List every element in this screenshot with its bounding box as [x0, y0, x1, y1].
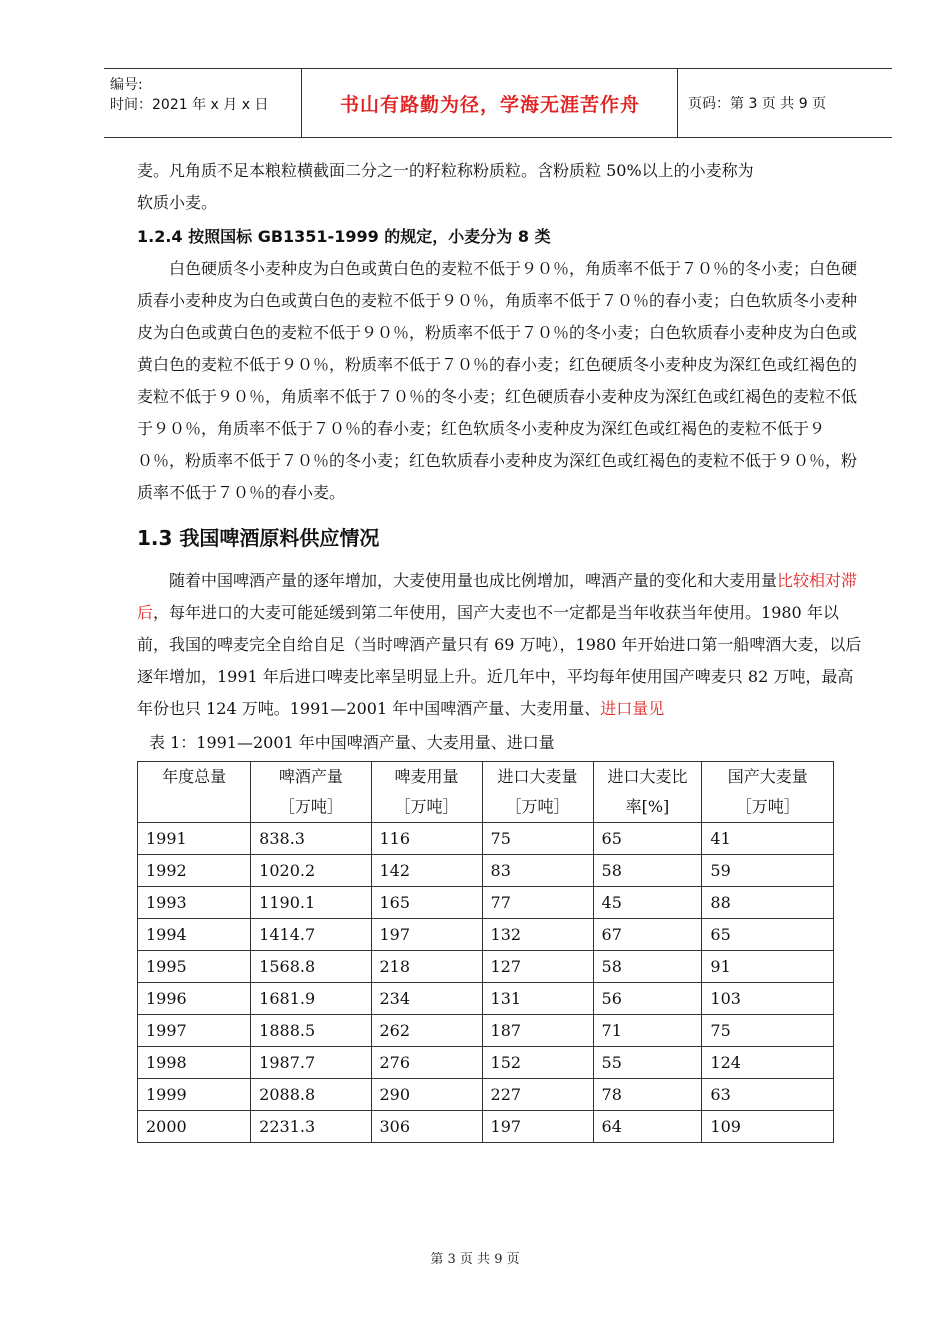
table-cell: 218: [371, 951, 482, 983]
table-row: [138, 887, 834, 919]
table-cell: 1987.7: [251, 1047, 371, 1079]
data-table: [137, 761, 834, 1143]
paragraph-continued: 麦。凡角质不足本粮粒横截面二分之一的籽粒称粉质粒。含粉质粒 50%以上的小麦称为 软质小麦。: [137, 161, 754, 212]
header-meta: [104, 69, 302, 137]
table-cell: 71: [593, 1015, 702, 1047]
table-cell: 132: [482, 919, 593, 951]
table-cell: 45: [593, 887, 702, 919]
table-cell: 56: [593, 983, 702, 1015]
table-row: [138, 1111, 834, 1143]
time-label: 时间：2021 年 x 月 x 日: [110, 97, 269, 113]
table-row: [138, 1015, 834, 1047]
table-cell: 306: [371, 1111, 482, 1143]
col-header: 啤麦用量 ［万吨］: [371, 762, 482, 823]
table-cell: 77: [482, 887, 593, 919]
table-cell: 91: [702, 951, 834, 983]
table-cell: 1993: [138, 887, 251, 919]
table-cell: 59: [702, 855, 834, 887]
section-heading-1-3: 1.3 我国啤酒原料供应情况: [137, 526, 380, 550]
table-cell: 65: [593, 823, 702, 855]
table-cell: 64: [593, 1111, 702, 1143]
table-cell: 276: [371, 1047, 482, 1079]
table-cell: 1991: [138, 823, 251, 855]
table-cell: 1995: [138, 951, 251, 983]
table-cell: 142: [371, 855, 482, 887]
table-cell: 88: [702, 887, 834, 919]
table-cell: 227: [482, 1079, 593, 1111]
highlight-text: 进口量见: [600, 699, 665, 718]
page-header: [104, 68, 892, 138]
table-cell: 1994: [138, 919, 251, 951]
table-cell: 63: [702, 1079, 834, 1111]
table-cell: 67: [593, 919, 702, 951]
table-cell: 1190.1: [251, 887, 371, 919]
table-row: [138, 951, 834, 983]
table-row: [138, 983, 834, 1015]
page-footer: 第 3 页 共 9 页: [430, 1252, 520, 1267]
table-cell: 838.3: [251, 823, 371, 855]
table-cell: 2088.8: [251, 1079, 371, 1111]
col-header: 进口大麦比 率[%]: [593, 762, 702, 823]
table-cell: 2000: [138, 1111, 251, 1143]
paragraph-wheat-classes: 白色硬质冬小麦种皮为白色或黄白色的麦粒不低于９０％，角质率不低于７０％的冬小麦；白色硬质春小麦种皮为白色或黄白色的麦粒不低于９０％，角质率不低于７０％的春小麦；白色软质冬小麦种皮为白色或黄白色的麦粒不低于９０％，粉质率不低于７０％的冬小麦；白色软质春小麦种皮为白色或黄白色的麦粒不低于９０％，粉质率不低于７０％的春小麦；红色硬质冬小麦种皮为深红色或红褐色的麦粒不低于９０％，角质率不低于７０％的冬小麦；红色硬质春小麦种皮为深红色或红褐色的麦粒不低于９０％，角质率不低于７０％的春小麦；红色软质冬小麦种皮为深红色或红褐色的麦粒不低于９０％，粉质率不低于７０％的冬小麦；红色软质春小麦种皮为深红色或红褐色的麦粒不低于９０％，粉质率不低于７０％的春小麦。: [137, 259, 858, 502]
table-cell: 1568.8: [251, 951, 371, 983]
table-cell: 55: [593, 1047, 702, 1079]
table-cell: 103: [702, 983, 834, 1015]
table-cell: 1996: [138, 983, 251, 1015]
table-cell: 1992: [138, 855, 251, 887]
table-header-row: [138, 762, 834, 823]
table-cell: 290: [371, 1079, 482, 1111]
col-header: 国产大麦量 ［万吨］: [702, 762, 834, 823]
table-cell: 1997: [138, 1015, 251, 1047]
table-cell: 83: [482, 855, 593, 887]
table-cell: 41: [702, 823, 834, 855]
paragraph-supply: 随着中国啤酒产量的逐年增加，大麦使用量也成比例增加，啤酒产量的变化和大麦用量比较相对滞后，每年进口的大麦可能延缓到第二年使用，国产大麦也不一定都是当年收获当年使用。1980 年以前，我国的啤麦完全自给自足（当时啤酒产量只有 69 万吨），1980 年开始进口第一船啤酒大麦，以后逐年增加，1991 年后进口啤麦比率呈明显上升。近几年中，平均每年使用国产啤麦只 82 万吨，最高年份也只 124 万吨。1991—2001 年中国啤酒产量、大麦用量、进口量见: [137, 571, 862, 718]
table-row: [138, 855, 834, 887]
table-cell: 1999: [138, 1079, 251, 1111]
table-cell: 58: [593, 951, 702, 983]
table-row: [138, 1079, 834, 1111]
col-header: 啤酒产量 ［万吨］: [251, 762, 371, 823]
table-cell: 1681.9: [251, 983, 371, 1015]
number-label: 编号:: [110, 77, 143, 93]
highlight-text: 比较相对滞后: [137, 571, 858, 622]
table-cell: 127: [482, 951, 593, 983]
table-cell: 262: [371, 1015, 482, 1047]
section-heading-1-2-4: 1.2.4 按照国标 GB1351-1999 的规定，小麦分为 8 类: [137, 227, 551, 246]
document-body: [137, 155, 863, 1143]
table-row: [138, 823, 834, 855]
table-cell: 1020.2: [251, 855, 371, 887]
table-cell: 131: [482, 983, 593, 1015]
table-cell: 152: [482, 1047, 593, 1079]
table-cell: 58: [593, 855, 702, 887]
table-cell: 65: [702, 919, 834, 951]
table-cell: 78: [593, 1079, 702, 1111]
table-row: [138, 1047, 834, 1079]
table-cell: 109: [702, 1111, 834, 1143]
table-row: [138, 919, 834, 951]
table-cell: 197: [371, 919, 482, 951]
table-cell: 234: [371, 983, 482, 1015]
table-cell: 187: [482, 1015, 593, 1047]
col-header: 进口大麦量 ［万吨］: [482, 762, 593, 823]
table-cell: 197: [482, 1111, 593, 1143]
table-cell: 1414.7: [251, 919, 371, 951]
table-cell: 124: [702, 1047, 834, 1079]
table-cell: 75: [482, 823, 593, 855]
table-cell: 1998: [138, 1047, 251, 1079]
col-header: 年度总量: [138, 762, 251, 823]
header-page-label: 页码：第 3 页 共 9 页: [688, 96, 827, 112]
header-motto: 书山有路勤为径，学海无涯苦作舟: [303, 69, 678, 137]
table-cell: 1888.5: [251, 1015, 371, 1047]
table-cell: 116: [371, 823, 482, 855]
table-cell: 165: [371, 887, 482, 919]
table-caption: 表 1：1991—2001 年中国啤酒产量、大麦用量、进口量: [149, 733, 555, 752]
table-cell: 2231.3: [251, 1111, 371, 1143]
table-cell: 75: [702, 1015, 834, 1047]
